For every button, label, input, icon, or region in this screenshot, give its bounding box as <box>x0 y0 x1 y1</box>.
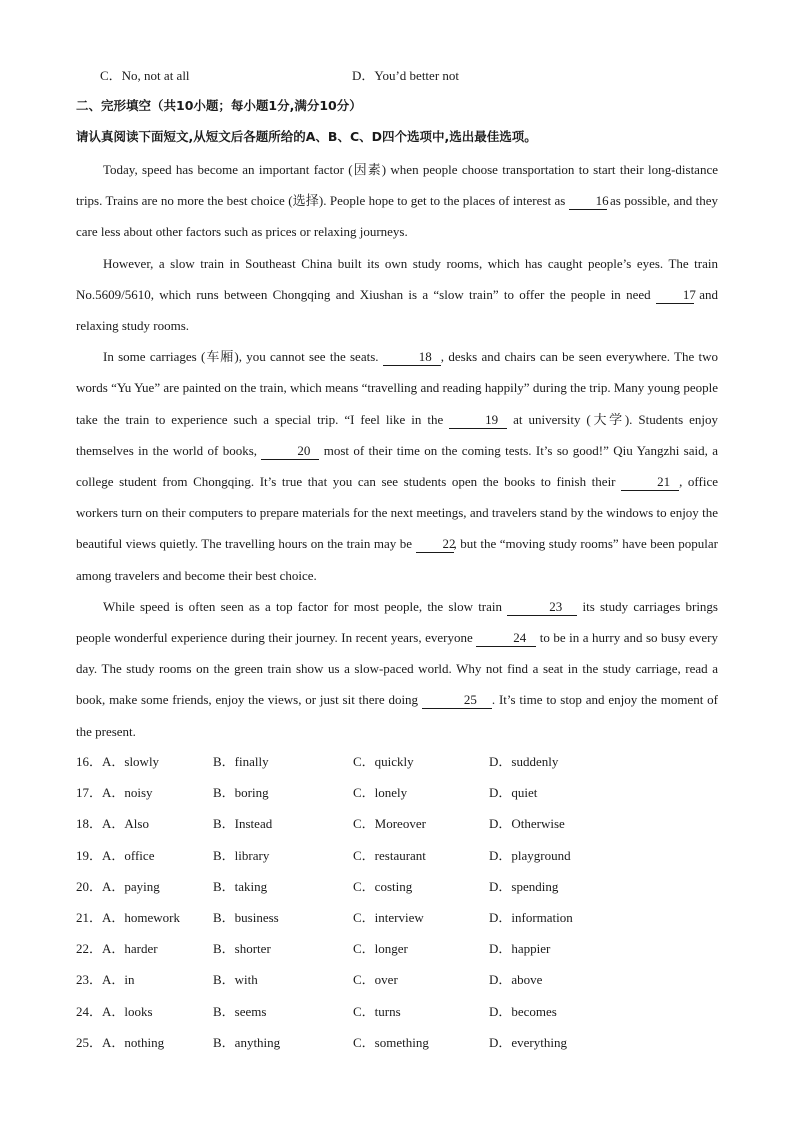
option-d-prev: D．You’d better not <box>352 68 460 83</box>
option-b: B．finally <box>213 754 269 769</box>
option-c: C．Moreover <box>353 816 426 831</box>
option-c: C．over <box>353 972 398 987</box>
option-d: D．everything <box>489 1035 567 1050</box>
cloze-passage <box>76 154 718 747</box>
paragraph-1: Today, speed has become an important factor (因素) when people choose transportation to start their long-distance trips. Trains are no more the best choice (选择). People hope to get to the places of interest as 16 as possible, and they care less about other factors such as prices or relaxing journeys. <box>76 162 718 240</box>
option-d: D．above <box>489 972 543 987</box>
option-b: B．business <box>213 910 279 925</box>
option-a: 18．A．Also <box>76 816 149 831</box>
option-a: 25．A．nothing <box>76 1035 165 1050</box>
option-d: D．quiet <box>489 785 538 800</box>
blank-20: 20 <box>261 443 319 460</box>
option-d: D．Otherwise <box>489 816 565 831</box>
option-d: D．playground <box>489 848 571 863</box>
paragraph-4: While speed is often seen as a top factor for most people, the slow train 23 its study carriages brings people wonderful experience during their journey. In recent years, everyone 24 to be in a hurry and so busy every day. The study rooms on the green train show us a slow-paced world. Why not find a seat in the study carriage, read a book, make some friends, enjoy the views, or just sit there doing 25 . It’s time to stop and enjoy the moment of the present. <box>76 598 719 739</box>
section-instruction: 请认真阅读下面短文,从短文后各题所给的A、B、C、D四个选项中,选出最佳选项。 <box>76 129 537 144</box>
option-b: B．taking <box>213 879 268 894</box>
option-a: 19．A．office <box>76 848 155 863</box>
option-b: B．boring <box>213 785 269 800</box>
option-a: 20．A．paying <box>76 879 160 894</box>
option-c: C．quickly <box>353 754 414 769</box>
option-a: 16．A．slowly <box>76 754 160 769</box>
paragraph-3: In some carriages (车厢), you cannot see the seats. 18 , desks and chairs can be seen everywhere. The two words “Yu Yue” are painted on the train, which means “travelling and reading happily” during the trip. Many young people take the train to experience such a special trip. “I feel like in the 19 at university (大学). Students enjoy themselves in the world of books, 20 most of their time on the coming tests. It’s so good!” Qiu Yangzhi said, a college student from Chongqing. It’s true that you can see students open the books to finish their 21 , office workers turn on their computers to prepare materials for the next meetings, and travelers stand by the windows to enjoy the beautiful views quietly. The travelling hours on the train may be 22, but the “moving study rooms” have been popular among travelers and become their best choice. <box>76 349 718 583</box>
section-title: 二、完形填空（共10小题；每小题1分,满分10分） <box>76 98 362 113</box>
option-c: C．restaurant <box>353 848 426 863</box>
blank-21: 21 <box>621 474 679 491</box>
paragraph-2: However, a slow train in Southeast China built its own study rooms, which has caught people’s eyes. The train No.5609/5610, which runs between Chongqing and Xiushan is a “slow train” to offer the people in need 17 and relaxing study rooms. <box>76 255 718 334</box>
option-a: 21．A．homework <box>76 910 180 925</box>
blank-17: 17 <box>656 287 694 304</box>
option-b: B．library <box>213 848 270 863</box>
option-a: 17．A．noisy <box>76 785 153 800</box>
option-a: 23．A．in <box>76 972 135 987</box>
option-b: B．seems <box>213 1004 267 1019</box>
blank-23: 23 <box>507 599 577 616</box>
blank-24: 24 <box>476 630 536 647</box>
option-c: C．lonely <box>353 785 408 800</box>
option-b: B．shorter <box>213 941 271 956</box>
option-b: B．Instead <box>213 816 273 831</box>
option-a: 24．A．looks <box>76 1004 153 1019</box>
blank-22: 22 <box>416 536 454 553</box>
option-c: C．something <box>353 1035 429 1050</box>
option-c: C．longer <box>353 941 408 956</box>
option-d: D．suddenly <box>489 754 559 769</box>
blank-18: 18 <box>383 349 441 366</box>
option-b: B．with <box>213 972 258 987</box>
option-b: B．anything <box>213 1035 281 1050</box>
option-d: D．information <box>489 910 573 925</box>
option-d: D．happier <box>489 941 551 956</box>
option-c: C．turns <box>353 1004 401 1019</box>
blank-16: 16 <box>569 193 607 210</box>
blank-19: 19 <box>449 412 507 429</box>
option-c-prev: C．No, not at all <box>100 68 190 83</box>
option-d: D．spending <box>489 879 559 894</box>
option-d: D．becomes <box>489 1004 557 1019</box>
option-c: C．costing <box>353 879 413 894</box>
option-c: C．interview <box>353 910 424 925</box>
option-a: 22．A．harder <box>76 941 158 956</box>
blank-25: 25 <box>422 692 492 709</box>
